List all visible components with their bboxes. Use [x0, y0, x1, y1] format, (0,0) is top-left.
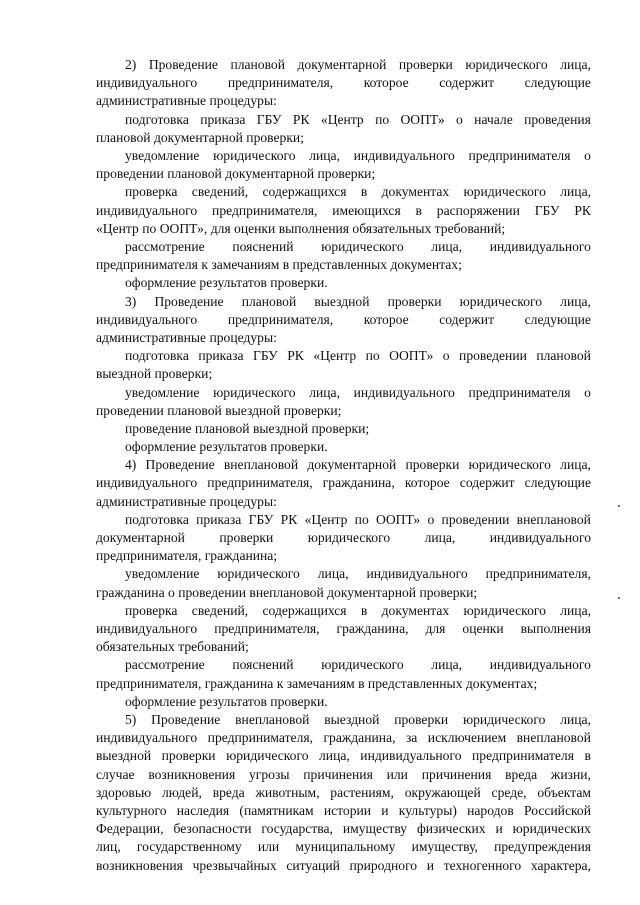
text-line: уведомление юридического лица, индивидуального предпринимателя о — [125, 384, 591, 400]
text-line: Федерации, безопасности государства, имуществу физических и юридических — [96, 821, 591, 837]
text-line: выездной проверки; — [96, 366, 213, 382]
text-line: рассмотрение пояснений юридического лица, индивидуального — [125, 657, 591, 673]
text-line: проверка сведений, содержащихся в документах юридического лица, — [125, 602, 591, 618]
text-line: административные процедуры: — [96, 93, 277, 109]
text-line: проверка сведений, содержащихся в документах юридического лица, — [125, 184, 591, 200]
text-line: предпринимателя, гражданина; — [96, 548, 278, 564]
text-line: уведомление юридического лица, индивидуального предпринимателя о — [125, 147, 591, 163]
scan-speck — [618, 597, 620, 599]
text-line: оформление результатов проверки. — [125, 275, 328, 291]
text-line: проведении плановой выездной проверки; — [96, 402, 342, 418]
text-line: проведение плановой выездной проверки; — [125, 420, 370, 436]
text-line: предпринимателя к замечаниям в представленных документах; — [96, 257, 462, 273]
text-line: 2) Проведение плановой документарной проверки юридического лица, — [125, 57, 591, 72]
text-line: гражданина о проведении внеплановой документарной проверки; — [96, 584, 478, 600]
text-line: административные процедуры: — [96, 329, 277, 345]
text-line: здоровью людей, вреда животным, растениям, окружающей среде, объектам — [96, 784, 591, 800]
text-line: обязательных требований; — [96, 639, 249, 655]
text-line: административные процедуры: — [96, 493, 277, 509]
text-line: «Центр по ООПТ», для оценки выполнения обязательных требований; — [96, 220, 506, 236]
text-line: оформление результатов проверки. — [125, 693, 328, 709]
text-line: проведении плановой документарной проверки; — [96, 166, 376, 182]
text-line: предпринимателя, гражданина к замечаниям в представленных документах; — [96, 675, 538, 691]
text-line: случае возникновения угрозы причинения или причинения вреда жизни, — [96, 766, 591, 782]
text-line: индивидуального предпринимателя, которое содержит следующие — [96, 311, 591, 327]
text-line: подготовка приказа ГБУ РК «Центр по ООПТ» о начале проведения — [125, 111, 591, 127]
text-line: лиц, государственному или муниципальному имуществу, предупреждения — [96, 839, 591, 855]
document-body — [96, 56, 591, 875]
text-line: 3) Проведение плановой выездной проверки юридического лица, — [125, 293, 591, 309]
text-line: подготовка приказа ГБУ РК «Центр по ООПТ» о проведении плановой — [125, 348, 591, 364]
text-line: выездной проверки юридического лица, индивидуального предпринимателя в — [96, 748, 591, 764]
text-line: уведомление юридического лица, индивидуального предпринимателя, — [125, 566, 591, 582]
text-line: плановой документарной проверки; — [96, 129, 304, 145]
text-line: возникновения чрезвычайных ситуаций природного и техногенного характера, — [96, 857, 591, 873]
text-line: индивидуального предпринимателя, которое содержит следующие — [96, 75, 591, 91]
text-line: 5) Проведение внеплановой выездной проверки юридического лица, — [125, 712, 591, 728]
text-line: индивидуального предпринимателя, гражданина, за исключением внеплановой — [96, 730, 591, 746]
text-line: 4) Проведение внеплановой документарной проверки юридического лица, — [125, 457, 591, 473]
text-line: культурного наследия (памятникам истории и культуры) народов Российской — [96, 802, 591, 818]
text-line: документарной проверки юридического лица, индивидуального — [96, 530, 591, 546]
text-line: индивидуального предпринимателя, гражданина, которое содержит следующие — [96, 475, 591, 491]
text-line: подготовка приказа ГБУ РК «Центр по ООПТ» о проведении внеплановой — [125, 511, 591, 527]
scan-speck — [618, 505, 620, 507]
text-line: рассмотрение пояснений юридического лица, индивидуального — [125, 238, 591, 254]
text-line: индивидуального предпринимателя, гражданина, для оценки выполнения — [96, 621, 591, 637]
text-line: оформление результатов проверки. — [125, 439, 328, 455]
text-line: индивидуального предпринимателя, имеющихся в распоряжении ГБУ РК — [96, 202, 591, 218]
